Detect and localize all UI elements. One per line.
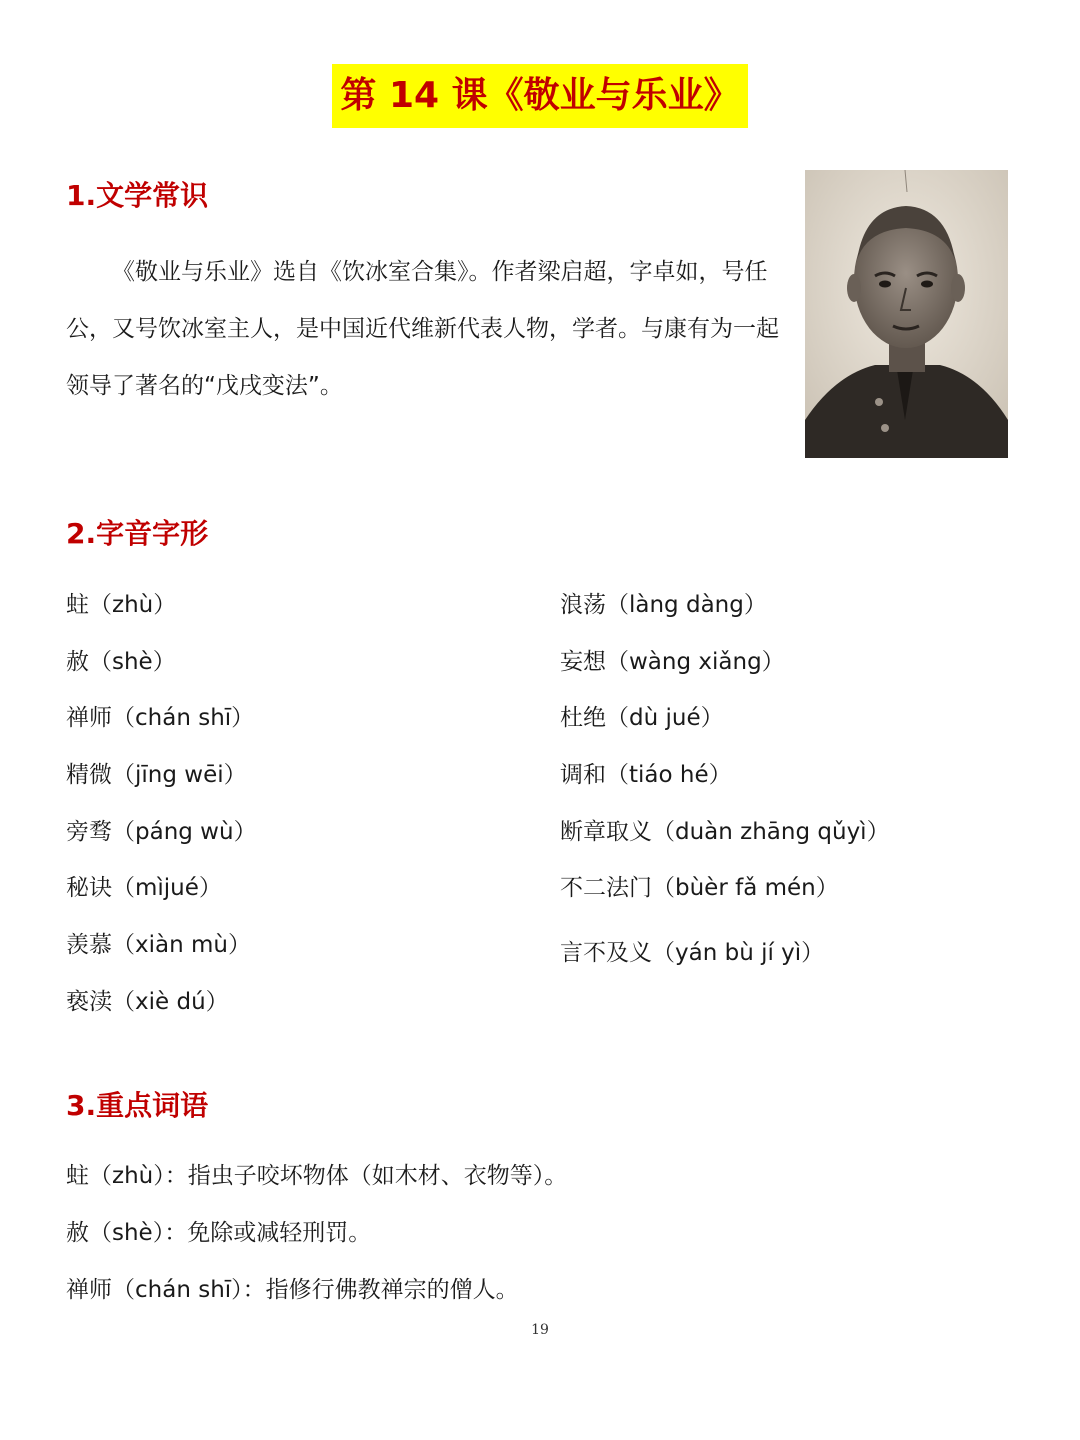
page-title: 第 14 课《敬业与乐业》 xyxy=(332,64,747,128)
key-words-list xyxy=(66,1148,567,1319)
list-item: 杜绝（dù jué） xyxy=(560,705,724,732)
list-item: 旁骛（páng wù） xyxy=(66,818,257,845)
pronunciation-list-left xyxy=(66,577,526,1031)
list-item: 蛀（zhù） xyxy=(66,592,177,618)
section-heading-pronunciation: 2.字音字形 xyxy=(66,517,209,550)
list-item: 妄想（wàng xiǎng） xyxy=(560,648,785,675)
list-item: 言不及义（yán bù jí yì） xyxy=(560,940,825,967)
list-item: 浪荡（làng dàng） xyxy=(560,592,767,618)
list-item: 秘诀（mìjué） xyxy=(66,875,222,902)
list-item: 断章取义（duàn zhāng qǔyì） xyxy=(560,818,890,845)
list-item: 赦（shè） xyxy=(66,648,176,675)
page-number: 19 xyxy=(531,1322,549,1338)
section-heading-literature: 1.文学常识 xyxy=(66,179,209,212)
list-item: 禅师（chán shī）：指修行佛教禅宗的僧人。 xyxy=(66,1277,519,1303)
list-item: 蛀（zhù）：指虫子咬坏物体（如木材、衣物等）。 xyxy=(66,1163,568,1189)
list-item: 亵渎（xiè dú） xyxy=(66,988,229,1015)
title-wrap xyxy=(0,64,1080,128)
list-item: 禅师（chán shī） xyxy=(66,705,255,732)
section-heading-key-words: 3.重点词语 xyxy=(66,1089,209,1122)
list-item: 调和（tiáo hé） xyxy=(560,762,732,789)
intro-paragraph: 《敬业与乐业》选自《饮冰室合集》。作者梁启超，字卓如，号任公，又号饮冰室主人，是中国近代维新代表人物，学者。与康有为一起领导了著名的“戊戌变法”。 xyxy=(66,259,779,399)
portrait-photo-icon xyxy=(805,170,1008,458)
list-item: 赦（shè）：免除或减轻刑罚。 xyxy=(66,1220,372,1246)
list-item: 精微（jīng wēi） xyxy=(66,762,247,789)
pronunciation-list-right xyxy=(560,577,1060,985)
list-item: 不二法门（bùèr fǎ mén） xyxy=(560,875,839,902)
list-item: 羡慕（xiàn mù） xyxy=(66,932,251,959)
